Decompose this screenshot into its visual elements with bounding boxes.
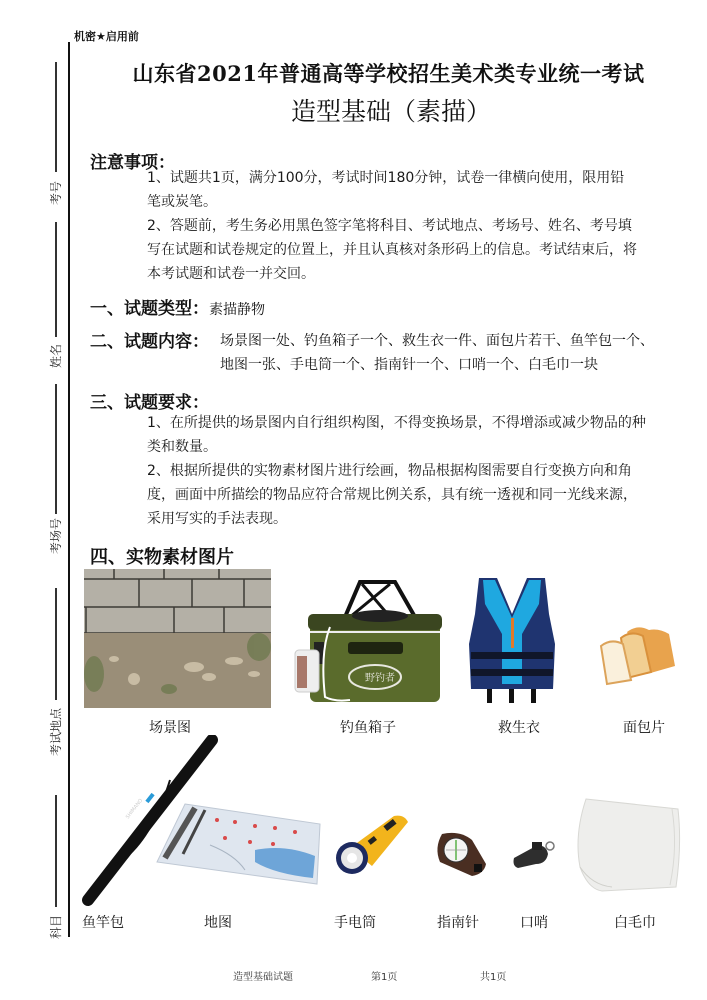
life-vest-icon [467, 574, 557, 704]
notice-heading: 注意事项： [90, 153, 175, 173]
section-materials-heading: 四、实物素材图片 [90, 547, 234, 568]
section-content-heading: 二、试题内容： [90, 332, 209, 352]
caption-scene: 场景图 [149, 720, 191, 736]
footer-doc-name: 造型基础试题 [233, 972, 293, 983]
caption-life-vest: 救生衣 [498, 720, 540, 736]
exam-subtitle: 造型基础（素描） [290, 97, 491, 126]
flashlight-icon [332, 808, 412, 878]
exam-title: 山东省2021年普通高等学校招生美术类专业统一考试 [132, 61, 645, 86]
section-content-value: 场景图一处、钓鱼箱子一个、救生衣一件、面包片若干、鱼竿包一个、地图一张、手电筒一个、指南针一个、口哨一个、白毛巾一块 [220, 333, 654, 373]
footer-page-number: 第1页 [371, 972, 398, 983]
notice-item: 2、答题前，考生务必用黑色签字笔将科目、考试地点、考场号、姓名、考号填写在试题和试卷规定的位置上，并且认真核对条形码上的信息。考试结束后，将本考试题和试卷一并交回。 [147, 218, 637, 282]
section-type-heading: 一、试题类型： [90, 299, 209, 319]
caption-whistle: 口哨 [520, 915, 548, 931]
svg-text:SHIMANO: SHIMANO [124, 797, 145, 821]
field-line-name [55, 222, 57, 337]
field-line-exam-location [55, 588, 57, 700]
field-label-subject: 科目 [49, 915, 63, 940]
field-label-name: 姓名 [49, 344, 63, 369]
section-type-value: 素描静物 [209, 302, 265, 318]
confidential-mark: 机密★启用前 [74, 30, 139, 43]
section-requirements-heading: 三、试题要求： [90, 393, 209, 413]
field-label-exam-location: 考试地点 [49, 707, 63, 756]
binding-line [68, 42, 70, 937]
scene-photo-icon [84, 569, 271, 708]
map-icon [155, 800, 323, 890]
requirement-item: 2、根据所提供的实物素材图片进行绘画，物品根据构图需要自行变换方向和角度，画面中所描绘的物品应符合常规比例关系，具有统一透视和同一光线来源，采用写实的手法表现。 [147, 463, 637, 527]
caption-bread: 面包片 [623, 720, 665, 736]
field-label-room-number: 考场号 [49, 518, 63, 555]
svg-text:野钓者: 野钓者 [365, 673, 395, 684]
requirement-item: 1、在所提供的场景图内自行组织构图，不得变换场景，不得增添或减少物品的种类和数量。 [147, 415, 646, 455]
caption-rod-bag: 鱼竿包 [82, 915, 124, 931]
caption-fishing-box: 钓鱼箱子 [340, 720, 396, 736]
white-towel-icon [572, 795, 684, 895]
caption-towel: 白毛巾 [614, 915, 656, 931]
notice-item: 1、试题共1页，满分100分，考试时间180分钟，试卷一律横向使用，限用铅笔或炭笔。 [147, 170, 625, 210]
section-type [90, 294, 265, 319]
compass-icon [432, 830, 490, 878]
caption-flashlight: 手电筒 [334, 915, 376, 931]
caption-map: 地图 [204, 915, 232, 931]
requirements-body [147, 411, 647, 531]
field-line-subject [55, 795, 57, 907]
caption-compass: 指南针 [437, 915, 479, 931]
field-label-exam-number: 考号 [49, 181, 63, 206]
whistle-icon [510, 838, 556, 870]
fishing-box-icon [290, 572, 450, 707]
bread-slices-icon [597, 624, 679, 686]
field-line-room-number [55, 384, 57, 514]
footer-total-pages: 共1页 [480, 972, 507, 983]
notice-body [147, 166, 637, 286]
